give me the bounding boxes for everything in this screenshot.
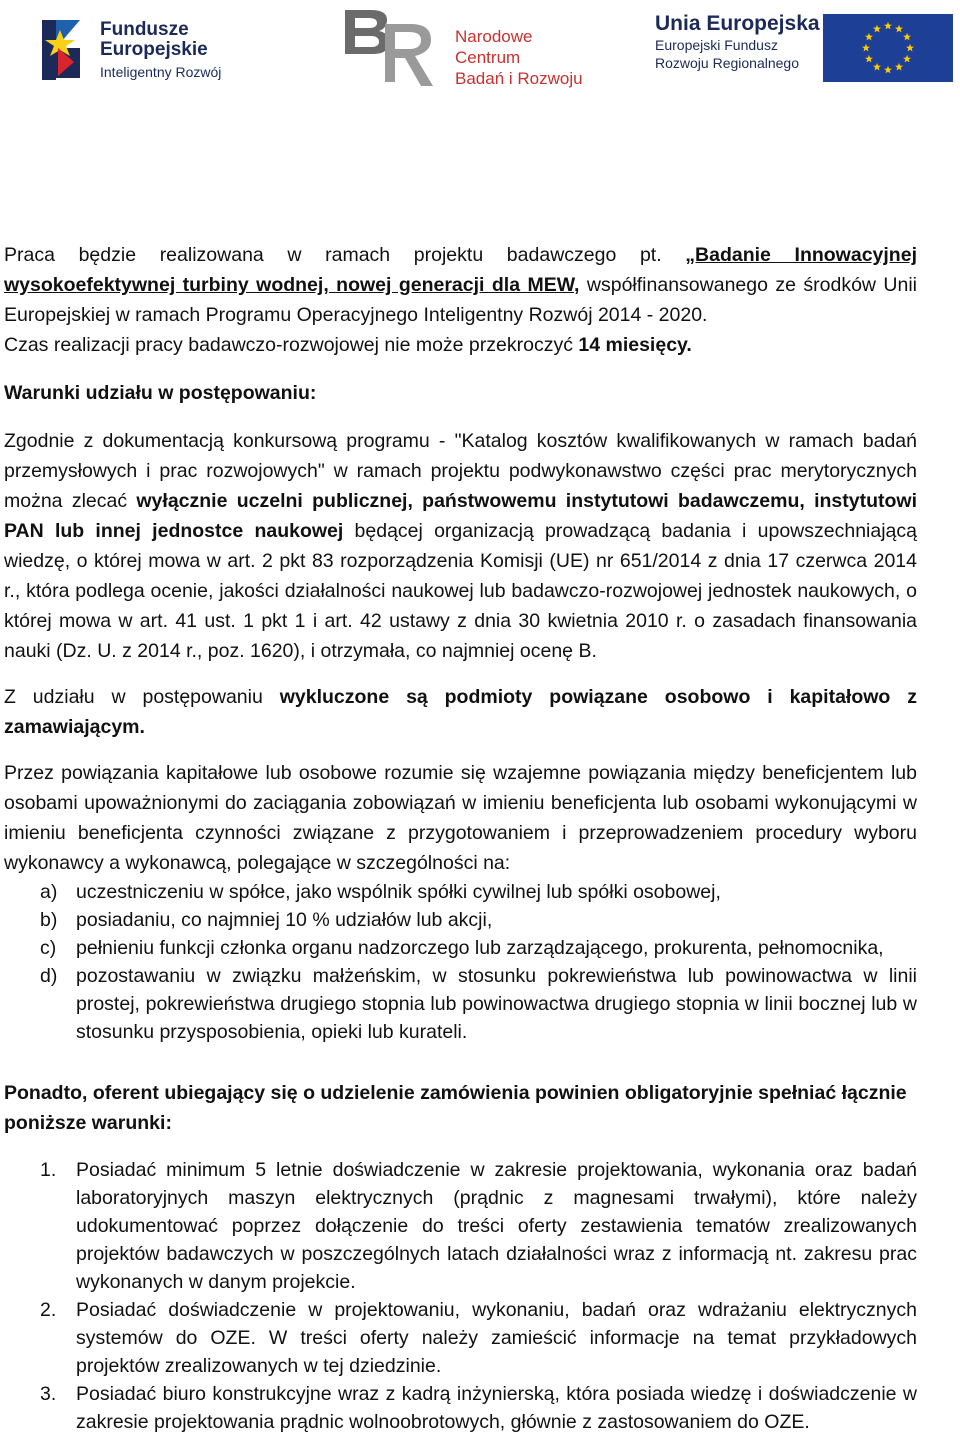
- list-item-text: pełnieniu funkcji członka organu nadzorczego lub zarządzającego, prokurenta, pełnomocnika,: [76, 937, 884, 959]
- list-item: [4, 1296, 917, 1380]
- fe-star-emblem-icon: [40, 12, 90, 87]
- eu-logo: [655, 12, 955, 87]
- list-item-text: Posiadać doświadczenie w projektowaniu, wykonaniu, badań oraz wdrażaniu elektrycznych systemów do OZE. W treści oferty należy zamieścić informacje na temat przykładowych projektów zrealizowanych w tej dziedzinie.: [76, 1299, 917, 1377]
- ncbr-text: [455, 26, 595, 89]
- list-item-text: pozostawaniu w związku małżeńskim, w stosunku pokrewieństwa lub powinowactwa w linii prostej, pokrewieństwa drugiego stopnia lub powinowactwa drugiego stopnia w linii bocznej lub w stosunku przysposobienia, opieki lub kurateli.: [76, 965, 917, 1043]
- conditions-text-pre: Zgodnie z dokumentacją konkursową programu - "Katalog kosztów kwalifikowanych w ramach badań przemysłowych i prac rozwojowych" w ramach projektu podwykonawstwo części prac merytorycznych można zlecać: [4, 430, 917, 512]
- header-logos: [0, 0, 960, 100]
- relations-list: [4, 878, 917, 1046]
- eu-line2: Europejski Fundusz: [655, 37, 778, 53]
- intro-paragraph: [4, 240, 917, 330]
- list-item-text: Posiadać biuro konstrukcyjne wraz z kadrą inżynierską, która posiada wiedzę i doświadczenie w zakresie projektowania prądnic wolnoobrotowych, głównie z zastosowaniem do OZE.: [76, 1383, 917, 1433]
- fe-text: [100, 20, 221, 82]
- project-title: „Badanie Innowacyjnej wysokoefektywnej turbiny wodnej, nowej generacji dla MEW,: [4, 244, 917, 296]
- duration-value: 14 miesięcy.: [578, 334, 692, 356]
- eu-text: [655, 12, 820, 72]
- conditions-heading: [4, 378, 917, 408]
- eu-line1: Unia Europejska: [655, 12, 820, 35]
- list-marker: d): [40, 965, 58, 987]
- conditions-heading-text: Warunki udziału w postępowaniu:: [4, 382, 317, 404]
- list-marker: b): [40, 909, 58, 931]
- intro-text-pre: Praca będzie realizowana w ramach projektu badawczego pt.: [4, 244, 686, 266]
- list-item: [4, 934, 917, 962]
- list-item: [4, 1156, 917, 1296]
- list-item: [4, 1380, 917, 1436]
- conditions-text-post: będącej organizacją prowadzącą badania i upowszechniającą wiedzę, o której mowa w art. 2 pkt 83 rozporządzenia Komisji (UE) nr 651/2014 z dnia 17 czerwca 2014 r., która podlega ocenie, jakości działalności naukowej lub badawczo-rozwojowej jednostek naukowych, o której mowa w art. 41 ust. 1 pkt 1 i art. 42 ustawy z dnia 30 kwietnia 2010 r. o zasadach finansowania nauki (Dz. U. z 2014 r., poz. 1620), i otrzymała, co najmniej ocenę B.: [4, 520, 917, 662]
- ncbr-line2: Badań i Rozwoju: [455, 69, 583, 88]
- eu-flag-icon: [823, 14, 953, 82]
- conditions-text-bold: wyłącznie uczelni publicznej, państwowemu instytutowi badawczemu, instytutowi PAN lub innej jednostce naukowej: [4, 490, 917, 542]
- ncbr-br-emblem-icon: [335, 2, 455, 92]
- list-marker: 2.: [40, 1299, 57, 1321]
- requirements-list: [4, 1156, 917, 1436]
- conditions-paragraph: [4, 426, 917, 666]
- requirements-heading-text: Ponadto, oferent ubiegający się o udzielenie zamówienia powinien obligatoryjnie spełniać łącznie poniższe warunki:: [4, 1082, 907, 1134]
- list-item: [4, 878, 917, 906]
- intro-text-post: współfinansowanego ze środków Unii Europejskiej w ramach Programu Operacyjnego Inteligentny Rozwój 2014 - 2020.: [4, 274, 918, 326]
- fe-line1: Fundusze: [100, 19, 189, 40]
- relations-paragraph: Przez powiązania kapitałowe lub osobowe rozumie się wzajemne powiązania między beneficjentem lub osobami upoważnionymi do zaciągania zobowiązań w imieniu beneficjenta lub osobami wykonującymi w imieniu beneficjenta czynności związane z przygotowaniem i przeprowadzeniem procedury wyboru wykonawcy a wykonawcą, polegające w szczególności na:: [4, 762, 917, 874]
- fundusze-europejskie-logo: [40, 10, 240, 90]
- list-item: [4, 906, 917, 934]
- list-marker: 1.: [40, 1159, 57, 1181]
- duration-text: Czas realizacji pracy badawczo-rozwojowej nie może przekroczyć: [4, 334, 579, 356]
- exclusion-text-bold: wykluczone są podmioty powiązane osobowo i kapitałowo z zamawiającym.: [4, 686, 917, 738]
- fe-line3: Inteligentny Rozwój: [100, 64, 222, 80]
- exclusion-text-pre: Z udziału w postępowaniu: [4, 686, 280, 708]
- ncbr-line1: Narodowe Centrum: [455, 27, 533, 67]
- list-item: [4, 962, 917, 1046]
- list-item-text: posiadaniu, co najmniej 10 % udziałów lub akcji,: [76, 909, 493, 931]
- requirements-heading: [4, 1078, 917, 1138]
- exclusion-paragraph: [4, 682, 917, 742]
- fe-line2: Europejskie: [100, 39, 208, 60]
- list-marker: c): [40, 937, 57, 959]
- list-marker: a): [40, 881, 58, 903]
- ncbr-logo: [335, 2, 595, 92]
- list-marker: 3.: [40, 1383, 57, 1405]
- list-item-text: Posiadać minimum 5 letnie doświadczenie w zakresie projektowania, wykonania oraz badań laboratoryjnych maszyn elektrycznych (prądnic z magnesami trwałymi), które należy udokumentować poprzez dołączenie do treści oferty zestawienia tematów zrealizowanych projektów badawczych w poszczególnych latach działalności wraz z informacją nt. zakresu prac wykonanych w danym projekcie.: [76, 1159, 917, 1293]
- eu-line3: Rozwoju Regionalnego: [655, 55, 799, 71]
- list-item-text: uczestniczeniu w spółce, jako wspólnik spółki cywilnej lub spółki osobowej,: [76, 881, 721, 903]
- document-body: [4, 240, 917, 1436]
- duration-paragraph: [4, 330, 917, 360]
